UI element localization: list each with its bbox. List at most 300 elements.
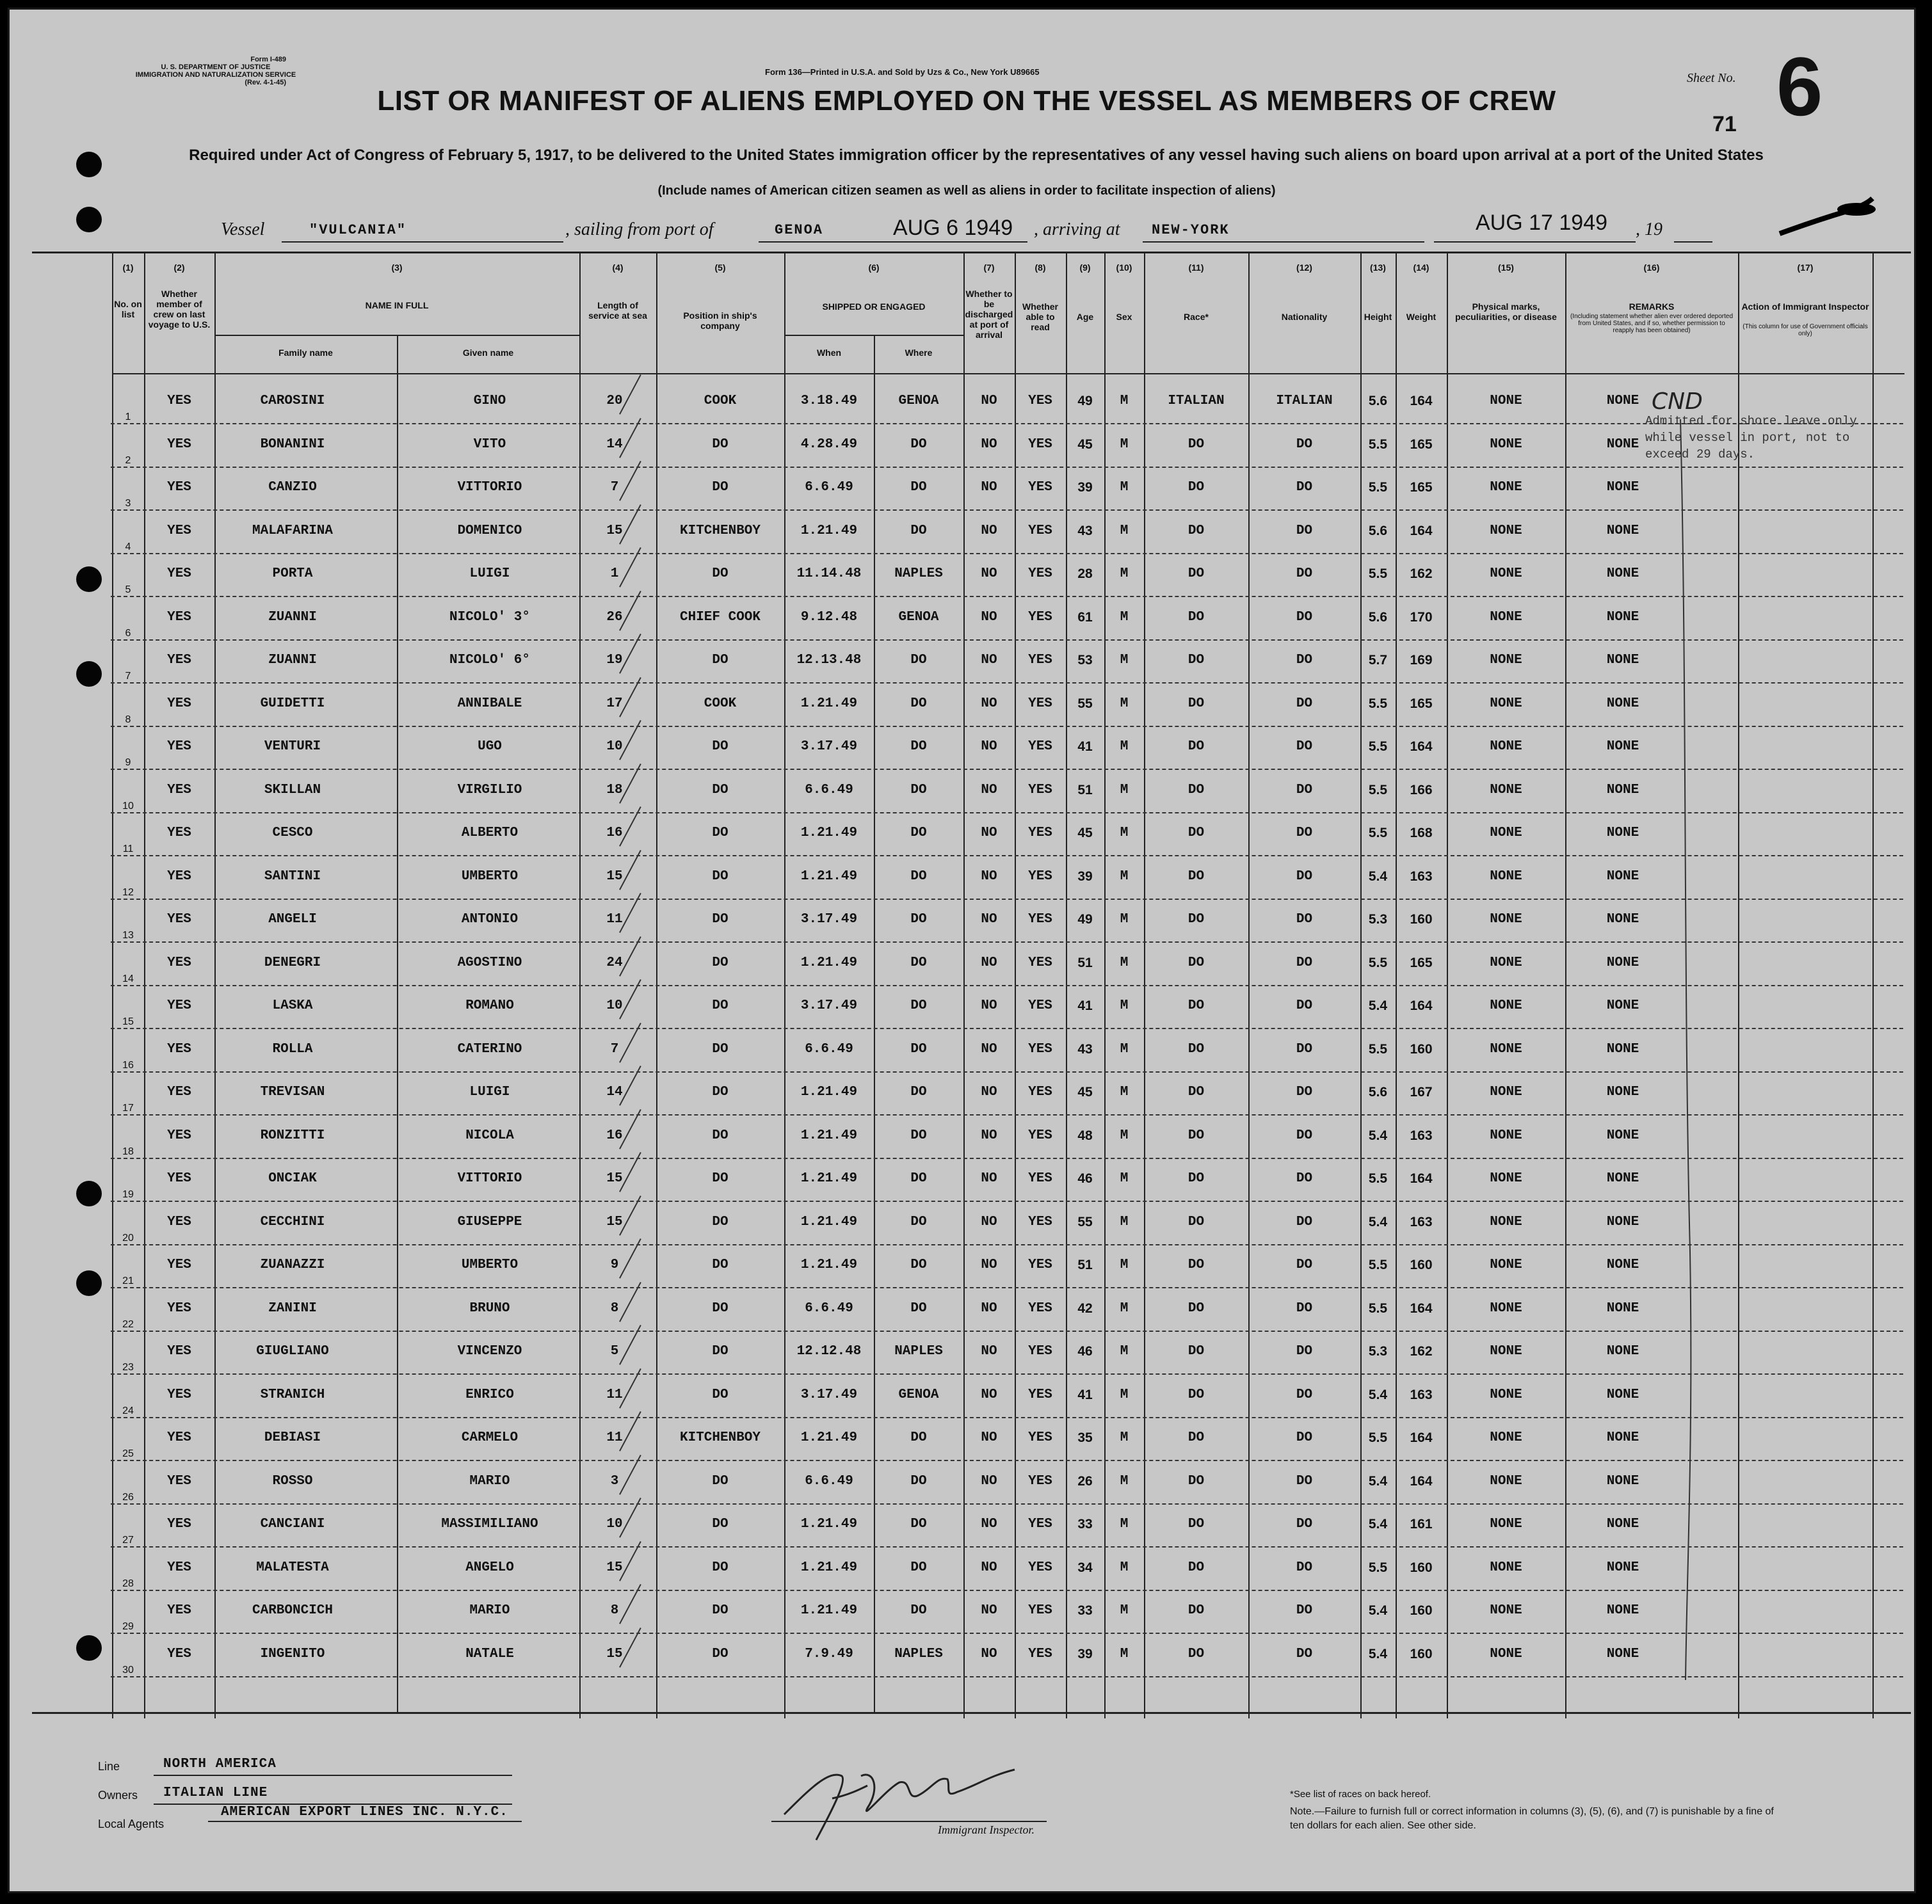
cell-remarks: NONE — [1606, 1517, 1639, 1532]
cell-position: DO — [712, 955, 729, 970]
cell-nationality: DO — [1296, 1344, 1313, 1359]
cell-age: 55 — [1077, 1214, 1093, 1229]
row-rule — [111, 1373, 1903, 1375]
cell-where: DO — [910, 826, 927, 840]
col-header-position: Position in ship's company — [683, 310, 757, 331]
cell-race: DO — [1187, 782, 1205, 797]
cell-position: CHIEF COOK — [679, 609, 761, 625]
row-rule — [111, 1546, 1903, 1548]
cell-given-name: CATERINO — [457, 1041, 522, 1057]
row-rule — [111, 769, 1903, 770]
cell-read: YES — [1028, 739, 1052, 754]
cell-row-number: 15 — [122, 1016, 134, 1027]
cell-where: DO — [910, 1300, 927, 1316]
cell-age: 46 — [1077, 1171, 1093, 1186]
cell-race: ITALIAN — [1168, 394, 1225, 408]
cell-row-number: 1 — [125, 412, 131, 422]
cell-given-name: LUIGI — [469, 1085, 510, 1100]
cell-nationality: DO — [1296, 1603, 1313, 1618]
arriving-label: , arriving at — [1034, 220, 1120, 239]
cell-service: 20 — [606, 394, 623, 408]
cell-given-name: VINCENZO — [457, 1344, 522, 1359]
row-rule — [111, 1158, 1903, 1159]
cell-remarks: NONE — [1606, 1344, 1639, 1359]
remarks-pen-line — [1668, 419, 1706, 1686]
cell-crew: YES — [167, 1214, 191, 1229]
cell-where: DO — [910, 868, 927, 884]
cell-family-name: ZANINI — [268, 1300, 317, 1316]
cell-read: YES — [1028, 1041, 1052, 1057]
cell-family-name: MALAFARINA — [252, 523, 334, 538]
cell-when: 3.17.49 — [800, 1387, 858, 1402]
punch-hole — [76, 661, 102, 687]
cell-age: 41 — [1077, 1387, 1093, 1402]
cell-when: 4.28.49 — [800, 436, 858, 452]
cell-race: DO — [1187, 1560, 1205, 1575]
cell-family-name: LASKA — [272, 998, 313, 1013]
cell-marks: NONE — [1490, 394, 1522, 408]
cell-family-name: CANZIO — [268, 480, 317, 495]
cell-row-number: 21 — [122, 1276, 134, 1286]
cell-age: 43 — [1077, 523, 1093, 538]
cell-where: DO — [910, 1430, 927, 1445]
cell-when: 3.17.49 — [800, 912, 858, 927]
cell-row-number: 9 — [125, 757, 131, 768]
cell-family-name: CECCHINI — [260, 1214, 325, 1229]
cell-age: 55 — [1077, 696, 1093, 711]
cell-service: 14 — [606, 436, 623, 452]
cell-remarks: NONE — [1606, 394, 1639, 408]
cell-sex: M — [1120, 480, 1129, 495]
cell-row-number: 8 — [125, 714, 131, 725]
cell-weight: 163 — [1410, 1128, 1433, 1143]
page-title: LIST OR MANIFEST OF ALIENS EMPLOYED ON THE VESSEL AS MEMBERS OF CREW — [377, 85, 1556, 116]
cell-sex: M — [1120, 1430, 1129, 1445]
row-rule — [111, 1201, 1903, 1202]
row-rule — [111, 1460, 1903, 1461]
cell-position: DO — [712, 1603, 729, 1618]
cell-age: 41 — [1077, 998, 1093, 1013]
cell-given-name: LUIGI — [469, 566, 510, 581]
cell-row-number: 17 — [122, 1103, 134, 1114]
cell-sex: M — [1120, 1128, 1129, 1143]
col-header-crew: Whether member of crew on last voyage to U.S. — [148, 289, 211, 330]
cell-service: 15 — [606, 868, 623, 884]
cell-nationality: DO — [1296, 955, 1313, 970]
cell-where: DO — [910, 912, 927, 927]
cell-read: YES — [1028, 912, 1052, 927]
cell-read: YES — [1028, 1171, 1052, 1186]
cell-height: 5.5 — [1368, 480, 1388, 495]
cell-row-number: 29 — [122, 1621, 134, 1632]
cell-when: 6.6.49 — [805, 1041, 853, 1057]
cell-race: DO — [1187, 1300, 1205, 1316]
cell-crew: YES — [167, 1473, 191, 1489]
cell-height: 5.6 — [1368, 523, 1388, 538]
vessel-name: "VULCANIA" — [309, 222, 407, 238]
cell-when: 7.9.49 — [805, 1646, 853, 1661]
cell-crew: YES — [167, 609, 191, 625]
col-header-remarks: REMARKS — [1629, 301, 1675, 312]
cell-row-number: 20 — [122, 1232, 134, 1244]
cell-discharged: NO — [981, 1128, 997, 1143]
cell-read: YES — [1028, 394, 1052, 408]
cell-family-name: ONCIAK — [268, 1171, 317, 1186]
cell-weight: 169 — [1410, 653, 1433, 668]
cell-height: 5.5 — [1368, 1560, 1388, 1575]
cell-position: DO — [712, 1473, 729, 1489]
cell-given-name: UMBERTO — [461, 1258, 519, 1272]
cell-remarks: NONE — [1606, 868, 1639, 884]
cell-when: 1.21.49 — [800, 1517, 858, 1532]
cell-where: DO — [910, 696, 927, 711]
cell-discharged: NO — [981, 1603, 997, 1618]
manifest-sheet — [8, 8, 1916, 1893]
cell-marks: NONE — [1490, 739, 1522, 754]
cell-weight: 160 — [1410, 1560, 1433, 1575]
cell-marks: NONE — [1490, 1041, 1522, 1057]
cell-age: 33 — [1077, 1517, 1093, 1532]
cell-when: 1.21.49 — [800, 1430, 858, 1445]
cell-discharged: NO — [981, 1387, 997, 1402]
cell-read: YES — [1028, 1258, 1052, 1272]
cell-remarks: NONE — [1606, 696, 1639, 711]
vessel-label: Vessel — [221, 220, 265, 239]
cell-family-name: ROSSO — [272, 1473, 313, 1489]
cell-service: 16 — [606, 826, 623, 840]
cell-given-name: CARMELO — [461, 1430, 519, 1445]
cell-row-number: 13 — [122, 930, 134, 941]
year-label: , 19 — [1636, 220, 1662, 239]
cell-row-number: 16 — [122, 1059, 134, 1071]
cell-remarks: NONE — [1606, 1560, 1639, 1575]
col-num-14: (14) — [1413, 262, 1429, 273]
cell-crew: YES — [167, 1171, 191, 1186]
cell-service: 15 — [606, 1171, 623, 1186]
cell-where: DO — [910, 1517, 927, 1532]
cell-when: 1.21.49 — [800, 1128, 858, 1143]
cell-age: 49 — [1077, 912, 1093, 927]
cell-crew: YES — [167, 782, 191, 797]
cell-crew: YES — [167, 394, 191, 408]
cell-service: 26 — [606, 609, 623, 625]
cell-marks: NONE — [1490, 1344, 1522, 1359]
cell-nationality: DO — [1296, 1041, 1313, 1057]
cell-remarks: NONE — [1606, 1387, 1639, 1402]
form-number: Form I-489 — [250, 56, 286, 63]
cell-remarks: NONE — [1606, 739, 1639, 754]
footer-owners-value: ITALIAN LINE — [163, 1786, 268, 1800]
cell-read: YES — [1028, 955, 1052, 970]
cell-read: YES — [1028, 609, 1052, 625]
cell-service: 8 — [610, 1300, 619, 1316]
cell-when: 1.21.49 — [800, 868, 858, 884]
col-num-3: (3) — [391, 262, 403, 273]
row-rule — [111, 1244, 1903, 1245]
row-rule — [111, 467, 1903, 468]
cell-given-name: UMBERTO — [461, 868, 519, 884]
cell-family-name: DEBIASI — [264, 1430, 321, 1445]
cell-marks: NONE — [1490, 696, 1522, 711]
cell-nationality: DO — [1296, 1646, 1313, 1661]
punch-hole — [76, 1635, 102, 1661]
cell-nationality: DO — [1296, 480, 1313, 495]
table-bottom-rule — [32, 1712, 1911, 1714]
cell-when: 6.6.49 — [805, 782, 853, 797]
cell-nationality: DO — [1296, 739, 1313, 754]
cell-position: DO — [712, 1041, 729, 1057]
sailing-label: , sailing from port of — [565, 220, 714, 239]
row-rule — [111, 899, 1903, 900]
cell-height: 5.6 — [1368, 609, 1388, 625]
cell-given-name: NICOLO' 3° — [449, 609, 531, 625]
cell-height: 5.5 — [1368, 782, 1388, 797]
cell-sex: M — [1120, 739, 1129, 754]
cell-discharged: NO — [981, 912, 997, 927]
cell-sex: M — [1120, 998, 1129, 1013]
cell-age: 34 — [1077, 1560, 1093, 1575]
cell-where: DO — [910, 739, 927, 754]
cell-remarks: NONE — [1606, 955, 1639, 970]
cell-race: DO — [1187, 1387, 1205, 1402]
col-num-1: (1) — [122, 262, 134, 273]
cell-marks: NONE — [1490, 1603, 1522, 1618]
cell-when: 6.6.49 — [805, 480, 853, 495]
cell-race: DO — [1187, 1128, 1205, 1143]
cell-sex: M — [1120, 1517, 1129, 1532]
cell-sex: M — [1120, 1344, 1129, 1359]
cell-nationality: DO — [1296, 1300, 1313, 1316]
cell-position: KITCHENBOY — [679, 523, 761, 538]
cell-given-name: GINO — [473, 394, 506, 408]
cell-height: 5.5 — [1368, 739, 1388, 754]
cell-marks: NONE — [1490, 1171, 1522, 1186]
cell-sex: M — [1120, 782, 1129, 797]
cell-when: 1.21.49 — [800, 1258, 858, 1272]
cell-weight: 165 — [1410, 480, 1433, 495]
cell-where: DO — [910, 1041, 927, 1057]
cell-crew: YES — [167, 1560, 191, 1575]
cell-height: 5.4 — [1368, 1214, 1388, 1229]
col-num-15: (15) — [1498, 262, 1514, 273]
arrival-underline — [1434, 241, 1636, 243]
cell-read: YES — [1028, 1560, 1052, 1575]
cell-height: 5.6 — [1368, 1085, 1388, 1100]
col-header-age: Age — [1076, 312, 1094, 322]
penalty-note: Note.—Failure to furnish full or correct information in columns (3), (5), (6), and (7) is punishable by a fine of ten dollars for each alien. See other side. — [1290, 1806, 1774, 1831]
cell-height: 5.5 — [1368, 1300, 1388, 1316]
cell-discharged: NO — [981, 1041, 997, 1057]
cell-race: DO — [1187, 868, 1205, 884]
cell-crew: YES — [167, 480, 191, 495]
cell-remarks: NONE — [1606, 1603, 1639, 1618]
cell-race: DO — [1187, 955, 1205, 970]
cell-race: DO — [1187, 436, 1205, 452]
cell-weight: 164 — [1410, 1300, 1433, 1316]
cell-where: DO — [910, 480, 927, 495]
cell-nationality: DO — [1296, 912, 1313, 927]
cell-weight: 165 — [1410, 955, 1433, 970]
col-num-12: (12) — [1296, 262, 1312, 273]
cell-when: 3.17.49 — [800, 998, 858, 1013]
cell-marks: NONE — [1490, 1214, 1522, 1229]
cell-sex: M — [1120, 868, 1129, 884]
col-num-8: (8) — [1034, 262, 1046, 273]
cell-service: 18 — [606, 782, 623, 797]
cell-remarks: NONE — [1606, 998, 1639, 1013]
cell-remarks: NONE — [1606, 1171, 1639, 1186]
cell-marks: NONE — [1490, 1517, 1522, 1532]
cell-family-name: BONANINI — [260, 436, 325, 452]
cell-sex: M — [1120, 1171, 1129, 1186]
cell-weight: 160 — [1410, 1258, 1433, 1272]
cell-weight: 164 — [1410, 1473, 1433, 1489]
cell-given-name: ALBERTO — [461, 826, 519, 840]
cell-position: DO — [712, 1560, 729, 1575]
cell-read: YES — [1028, 566, 1052, 581]
cell-service: 9 — [610, 1258, 619, 1272]
row-rule — [111, 812, 1903, 813]
cell-crew: YES — [167, 1646, 191, 1661]
col-num-10: (10) — [1116, 262, 1132, 273]
cell-crew: YES — [167, 998, 191, 1013]
col-num-7: (7) — [983, 262, 995, 273]
cell-given-name: DOMENICO — [457, 523, 522, 538]
cell-age: 51 — [1077, 955, 1093, 970]
cell-age: 43 — [1077, 1041, 1093, 1057]
cell-row-number: 3 — [125, 498, 131, 509]
cell-nationality: DO — [1296, 782, 1313, 797]
column-rule — [397, 335, 398, 1712]
cell-discharged: NO — [981, 1517, 997, 1532]
vessel-underline — [282, 241, 563, 243]
cell-race: DO — [1187, 739, 1205, 754]
footer-agents-label: Local Agents — [98, 1818, 165, 1830]
punch-hole — [76, 566, 102, 592]
row-rule — [111, 855, 1903, 856]
col-header-name: NAME IN FULL — [365, 300, 429, 310]
cell-remarks: NONE — [1606, 523, 1639, 538]
sailing-date: AUG 6 1949 — [893, 216, 1013, 240]
cell-remarks: NONE — [1606, 436, 1639, 452]
cell-row-number: 28 — [122, 1578, 134, 1589]
cell-height: 5.7 — [1368, 653, 1388, 668]
footer-agents-underline — [208, 1821, 522, 1822]
cell-marks: NONE — [1490, 912, 1522, 927]
cell-position: DO — [712, 653, 729, 668]
department-name: U. S. DEPARTMENT OF JUSTICE — [161, 63, 271, 71]
cell-height: 5.4 — [1368, 1128, 1388, 1143]
cell-weight: 167 — [1410, 1085, 1433, 1100]
cell-age: 26 — [1077, 1473, 1093, 1489]
cell-service: 7 — [610, 480, 619, 495]
row-rule — [111, 1071, 1903, 1073]
printer-line: Form 136—Printed in U.S.A. and Sold by Uzs & Co., New York U89665 — [765, 67, 1040, 77]
cell-nationality: DO — [1296, 1560, 1313, 1575]
inspector-label: Immigrant Inspector. — [938, 1823, 1034, 1836]
cell-crew: YES — [167, 1300, 191, 1316]
cell-remarks: NONE — [1606, 1473, 1639, 1489]
cell-crew: YES — [167, 955, 191, 970]
cell-given-name: NATALE — [465, 1646, 514, 1661]
cell-given-name: VITO — [473, 436, 506, 452]
cell-family-name: ZUANNI — [268, 609, 317, 625]
cell-weight: 163 — [1410, 1387, 1433, 1402]
cell-row-number: 25 — [122, 1448, 134, 1459]
port-from: GENOA — [775, 222, 824, 238]
cell-height: 5.4 — [1368, 1603, 1388, 1618]
col-header-service: Length of service at sea — [588, 300, 647, 321]
cell-service: 15 — [606, 523, 623, 538]
cell-crew: YES — [167, 1085, 191, 1100]
cell-age: 46 — [1077, 1344, 1093, 1359]
cell-race: DO — [1187, 998, 1205, 1013]
cell-position: DO — [712, 436, 729, 452]
cell-when: 1.21.49 — [800, 1171, 858, 1186]
cell-sex: M — [1120, 1387, 1129, 1402]
cell-read: YES — [1028, 523, 1052, 538]
cell-where: GENOA — [898, 1387, 939, 1402]
row-rule — [111, 1287, 1903, 1288]
inspector-underline — [771, 1821, 1047, 1822]
annotation-initials: CND — [1652, 388, 1703, 415]
row-rule — [111, 726, 1903, 727]
cell-sex: M — [1120, 1041, 1129, 1057]
cell-race: DO — [1187, 523, 1205, 538]
row-rule — [111, 985, 1903, 986]
cell-sex: M — [1120, 912, 1129, 927]
cell-weight: 160 — [1410, 912, 1433, 927]
cell-sex: M — [1120, 1214, 1129, 1229]
cell-height: 5.3 — [1368, 1344, 1388, 1359]
cell-height: 5.4 — [1368, 1473, 1388, 1489]
cell-discharged: NO — [981, 1085, 997, 1100]
cell-family-name: CESCO — [272, 826, 313, 840]
col-num-13: (13) — [1370, 262, 1386, 273]
cell-discharged: NO — [981, 1214, 997, 1229]
cell-age: 35 — [1077, 1430, 1093, 1445]
row-rule — [111, 596, 1903, 597]
cell-height: 5.5 — [1368, 826, 1388, 840]
year-underline — [1674, 241, 1712, 243]
cell-service: 5 — [610, 1344, 619, 1359]
cell-discharged: NO — [981, 1344, 997, 1359]
cell-where: DO — [910, 1258, 927, 1272]
cell-crew: YES — [167, 566, 191, 581]
cell-service: 11 — [606, 1430, 623, 1445]
cell-when: 6.6.49 — [805, 1300, 853, 1316]
cell-crew: YES — [167, 523, 191, 538]
cell-position: DO — [712, 1085, 729, 1100]
cell-age: 39 — [1077, 480, 1093, 495]
cell-marks: NONE — [1490, 1085, 1522, 1100]
cell-crew: YES — [167, 1387, 191, 1402]
cell-marks: NONE — [1490, 436, 1522, 452]
cell-crew: YES — [167, 1258, 191, 1272]
footer-line-label: Line — [98, 1760, 120, 1773]
cell-family-name: INGENITO — [260, 1646, 325, 1661]
cell-weight: 164 — [1410, 1430, 1433, 1445]
col-num-9: (9) — [1079, 262, 1091, 273]
cell-nationality: DO — [1296, 566, 1313, 581]
cell-crew: YES — [167, 739, 191, 754]
cell-when: 1.21.49 — [800, 1214, 858, 1229]
pen-mark — [1776, 195, 1879, 240]
cell-where: DO — [910, 955, 927, 970]
col-header-action: Action of Immigrant Inspector — [1741, 301, 1869, 312]
cell-row-number: 24 — [122, 1405, 134, 1416]
cell-given-name: MARIO — [469, 1473, 510, 1489]
